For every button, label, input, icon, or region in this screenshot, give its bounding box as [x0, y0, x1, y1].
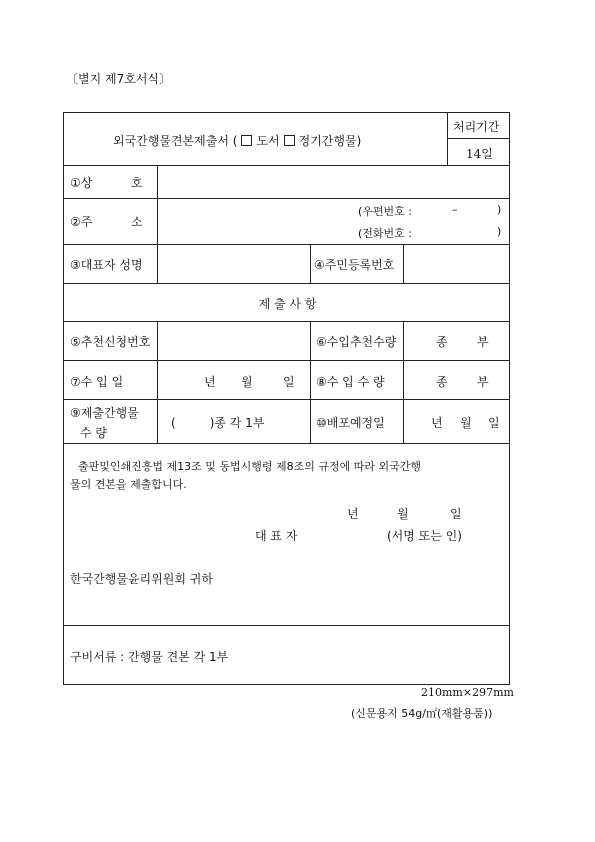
- resident-number-field[interactable]: [404, 245, 508, 282]
- paper-size: 210mm×297mm: [421, 686, 514, 699]
- signature-or-seal-label: (서명 또는 인): [387, 529, 462, 543]
- address-label-a: ②주: [70, 215, 93, 229]
- declaration-date-day: 일: [450, 507, 462, 521]
- company-label-b: 호: [131, 176, 143, 190]
- distribution-date-year: 년: [431, 416, 443, 430]
- periodical-option-label: 정기간행물): [298, 134, 362, 148]
- representative-name-field[interactable]: [158, 245, 309, 282]
- declaration-date-month: 월: [397, 507, 409, 521]
- representative-name-label: ③대표자 성명: [70, 258, 143, 272]
- resident-number-label: ④주민등록번호: [314, 258, 395, 272]
- import-date-year: 년: [204, 375, 216, 389]
- phone-close: ): [497, 225, 502, 238]
- import-quantity-kinds: 종: [436, 375, 448, 389]
- import-date-month: 월: [241, 375, 253, 389]
- submitted-publications-label: ⑨제출간행물: [70, 406, 139, 420]
- address-label-b: 소: [131, 215, 143, 229]
- submission-items-heading: 제 출 사 항: [258, 297, 317, 311]
- submitted-quantity-open: (: [171, 416, 176, 430]
- form-reference: 〔별지 제7호서식〕: [66, 72, 172, 86]
- submitted-quantity-value: [171, 414, 264, 431]
- import-date-day: 일: [283, 375, 295, 389]
- recommended-quantity-copies: 부: [477, 335, 489, 349]
- recipient-line: 한국간행물윤리위원회 귀하: [70, 572, 213, 586]
- periodical-checkbox[interactable]: [284, 135, 295, 146]
- required-documents: 구비서류 : 간행물 견본 각 1부: [70, 650, 229, 664]
- recommendation-number-label: ⑤추천신청번호: [70, 335, 151, 349]
- distribution-date-label: ⑩배포예정일: [316, 416, 385, 430]
- phone-label: (전화번호 :: [358, 227, 412, 240]
- recommended-quantity-label: ⑥수입추천수량: [316, 335, 397, 349]
- postal-code-close: ): [497, 203, 502, 216]
- import-quantity-copies: 부: [477, 375, 489, 389]
- postal-code-dash: –: [452, 203, 458, 216]
- recommendation-number-field[interactable]: [158, 322, 309, 359]
- declaration-line-1: 출판및인쇄진흥법 제13조 및 동법시행령 제8조의 규정에 따라 외국간행: [78, 460, 421, 473]
- paper-spec: (신문용지 54g/㎡(재활용품)): [351, 707, 493, 720]
- recommended-quantity-kinds: 종: [436, 335, 448, 349]
- declaration-date-year: 년: [347, 507, 359, 521]
- submitted-quantity-rest: )종 각 1부: [209, 416, 265, 430]
- book-option-label: 도서: [256, 134, 280, 148]
- form-title: [113, 132, 361, 149]
- import-quantity-label: ⑧수 입 수 량: [316, 375, 385, 389]
- form-title-text: 외국간행물견본제출서 (: [113, 134, 238, 148]
- distribution-date-day: 일: [488, 416, 500, 430]
- processing-period-value: 14일: [466, 147, 493, 161]
- representative-sign-label: 대 표 자: [255, 529, 298, 543]
- import-date-label: ⑦수 입 일: [70, 375, 124, 389]
- postal-code-label: (우편번호 :: [358, 205, 412, 218]
- processing-period-label: 처리기간: [453, 120, 500, 134]
- declaration-line-2: 물의 견본을 제출합니다.: [70, 478, 187, 491]
- company-label-a: ①상: [70, 176, 93, 190]
- submitted-publications-label-2: 수 량: [80, 426, 107, 440]
- book-checkbox[interactable]: [241, 135, 252, 146]
- company-field[interactable]: [158, 166, 508, 197]
- distribution-date-month: 월: [460, 416, 472, 430]
